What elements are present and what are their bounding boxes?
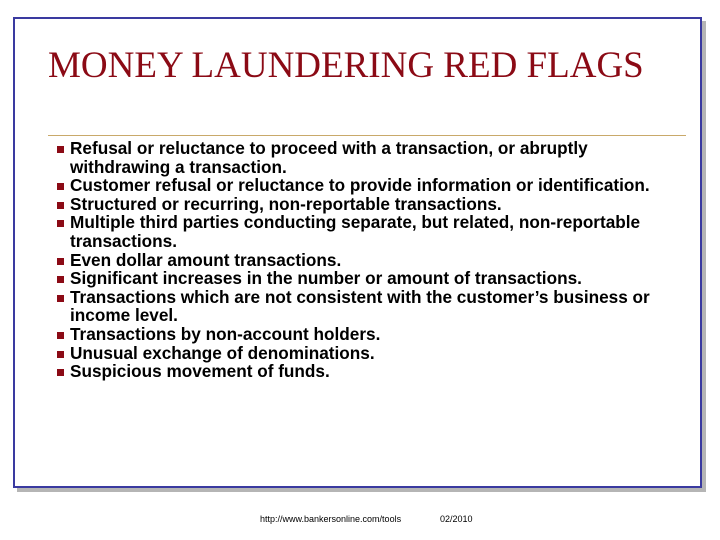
- square-bullet-icon: [57, 220, 64, 227]
- square-bullet-icon: [57, 183, 64, 190]
- list-item: [50, 139, 690, 176]
- title-divider: [48, 135, 686, 136]
- list-item-text: Multiple third parties conducting separate, but related, non-reportable transactions.: [70, 212, 641, 251]
- list-item: [50, 269, 690, 288]
- list-item-text: Transactions which are not consistent with the customer’s business or income level.: [70, 286, 650, 326]
- list-item-text: Structured or recurring, non-reportable transactions.: [70, 193, 502, 214]
- square-bullet-icon: [57, 258, 64, 265]
- slide-title: MONEY LAUNDERING RED FLAGS: [48, 45, 644, 86]
- list-item-text: Suspicious movement of funds.: [70, 361, 330, 382]
- list-item-text: Customer refusal or reluctance to provide information or identification.: [70, 175, 650, 196]
- list-item-text: Significant increases in the number or amount of transactions.: [70, 268, 582, 289]
- list-item: [50, 176, 690, 195]
- list-item: [50, 325, 690, 344]
- square-bullet-icon: [57, 295, 64, 302]
- list-item-text: Refusal or reluctance to proceed with a transaction, or abruptly withdrawing a transaction.: [70, 138, 588, 177]
- list-item-text: Unusual exchange of denominations.: [70, 342, 375, 363]
- square-bullet-icon: [57, 332, 64, 339]
- red-flag-list: [50, 139, 690, 381]
- list-item: [50, 213, 690, 250]
- footer-url: http://www.bankersonline.com/tools: [260, 514, 402, 524]
- square-bullet-icon: [57, 276, 64, 283]
- list-item: [50, 251, 690, 270]
- list-item: [50, 362, 690, 381]
- list-item-text: Transactions by non-account holders.: [70, 323, 381, 344]
- list-item-text: Even dollar amount transactions.: [70, 249, 342, 270]
- square-bullet-icon: [57, 202, 64, 209]
- footer-date: 02/2010: [440, 514, 473, 524]
- square-bullet-icon: [57, 146, 64, 153]
- list-item: [50, 288, 690, 325]
- list-item: [50, 195, 690, 214]
- list-item: [50, 344, 690, 363]
- square-bullet-icon: [57, 369, 64, 376]
- square-bullet-icon: [57, 351, 64, 358]
